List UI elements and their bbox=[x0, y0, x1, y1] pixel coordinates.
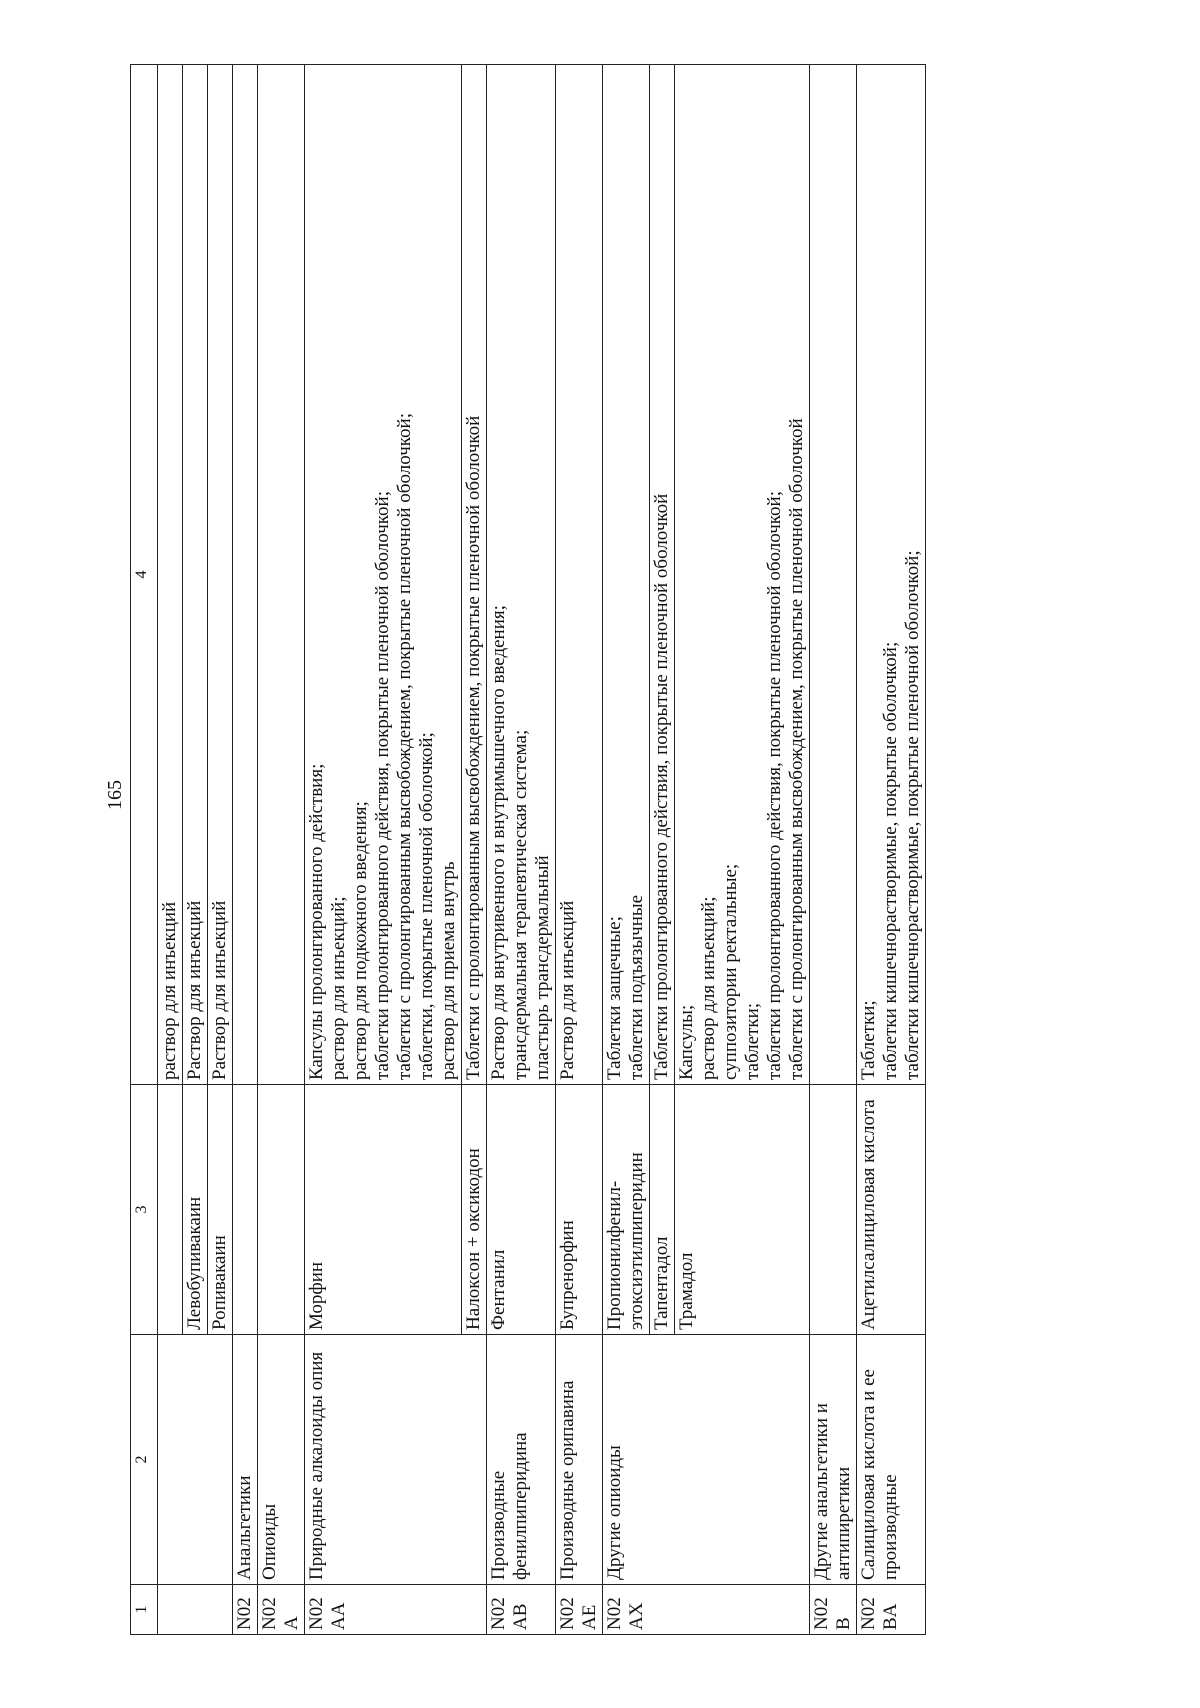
code-cell: N02 bbox=[233, 1585, 258, 1635]
header-col-2: 2 bbox=[131, 1335, 158, 1585]
form-line: Раствор для инъекций bbox=[209, 900, 230, 1080]
forms-cell bbox=[208, 65, 233, 1085]
drug-cell bbox=[158, 1085, 183, 1335]
table-row bbox=[305, 65, 462, 1635]
form-line: таблетки, покрытые пленочной оболочкой; bbox=[416, 732, 437, 1080]
drug-cell: Бупренорфин bbox=[556, 1085, 603, 1335]
drug-cell bbox=[810, 1085, 857, 1335]
drug-table bbox=[130, 64, 926, 1635]
drug-cell: Тапентадол bbox=[650, 1085, 675, 1335]
group-cell bbox=[158, 1335, 233, 1585]
form-line: Раствор для инъекций bbox=[557, 900, 578, 1080]
form-line: таблетки кишечнорастворимые, покрытые оболочкой; bbox=[880, 641, 901, 1080]
table-row bbox=[556, 65, 603, 1635]
drug-cell: Фентанил bbox=[487, 1085, 556, 1335]
forms-cell bbox=[158, 65, 183, 1085]
group-cell: Опиоиды bbox=[258, 1335, 305, 1585]
forms-cell bbox=[675, 65, 810, 1085]
form-line: таблетки с пролонгированным высвобождением, покрытые пленочной оболочкой bbox=[786, 418, 807, 1080]
table-row bbox=[258, 65, 305, 1635]
form-line: Раствор для внутривенного и внутримышечного введения; bbox=[488, 605, 509, 1080]
forms-cell bbox=[233, 65, 258, 1085]
form-line: Капсулы; bbox=[676, 1004, 697, 1080]
drug-cell bbox=[258, 1085, 305, 1335]
drug-cell: Ацетилсалициловая кислота bbox=[857, 1085, 926, 1335]
drug-cell bbox=[233, 1085, 258, 1335]
code-cell: N02AA bbox=[305, 1585, 487, 1635]
forms-cell bbox=[183, 65, 208, 1085]
rotated-table-container bbox=[130, 65, 1084, 1635]
forms-cell bbox=[258, 65, 305, 1085]
table-row bbox=[810, 65, 857, 1635]
header-col-3: 3 bbox=[131, 1085, 158, 1335]
code-cell bbox=[158, 1585, 233, 1635]
drug-cell: Ропивакаин bbox=[208, 1085, 233, 1335]
code-cell: N02B bbox=[810, 1585, 857, 1635]
drug-cell: Морфин bbox=[305, 1085, 462, 1335]
code-cell: N02AB bbox=[487, 1585, 556, 1635]
group-cell: Салициловая кислота и ее производные bbox=[857, 1335, 926, 1585]
group-cell: Другие опиоиды bbox=[603, 1335, 810, 1585]
drug-cell: Пропионилфенил-этоксиэтилпиперидин bbox=[603, 1085, 650, 1335]
code-cell: N02BA bbox=[857, 1585, 926, 1635]
table-row bbox=[603, 65, 650, 1635]
group-cell: Производные орипавина bbox=[556, 1335, 603, 1585]
code-cell: N02A bbox=[258, 1585, 305, 1635]
form-line: Таблетки с пролонгированным высвобождением, покрытые пленочной оболочкой bbox=[463, 415, 484, 1080]
group-cell: Природные алкалоиды опия bbox=[305, 1335, 487, 1585]
code-cell: N02AX bbox=[603, 1585, 810, 1635]
form-line: раствор для инъекций; bbox=[328, 896, 349, 1080]
header-row bbox=[131, 65, 158, 1635]
form-line: раствор для приема внутрь bbox=[438, 861, 459, 1080]
page-number: 165 bbox=[104, 780, 126, 810]
forms-cell bbox=[556, 65, 603, 1085]
forms-cell bbox=[857, 65, 926, 1085]
drug-cell: Левобупивакаин bbox=[183, 1085, 208, 1335]
forms-cell bbox=[603, 65, 650, 1085]
drug-cell: Трамадол bbox=[675, 1085, 810, 1335]
forms-cell bbox=[810, 65, 857, 1085]
table-row bbox=[487, 65, 556, 1635]
forms-cell bbox=[462, 65, 487, 1085]
table-row bbox=[158, 65, 183, 1635]
form-line: пластырь трансдермальный bbox=[532, 855, 553, 1080]
form-line: таблетки подъязычные bbox=[626, 894, 647, 1080]
group-cell: Анальгетики bbox=[233, 1335, 258, 1585]
forms-cell bbox=[650, 65, 675, 1085]
form-line: таблетки; bbox=[742, 1002, 763, 1080]
form-line: раствор для инъекций bbox=[159, 901, 180, 1080]
form-line: таблетки с пролонгированным высвобождением, покрытые пленочной оболочкой; bbox=[394, 413, 415, 1080]
table-row bbox=[857, 65, 926, 1635]
form-line: суппозитории ректальные; bbox=[720, 863, 741, 1080]
form-line: Таблетки; bbox=[858, 1000, 879, 1080]
form-line: таблетки пролонгированного действия, покрытые пленочной оболочкой; bbox=[372, 491, 393, 1080]
form-line: Раствор для инъекций bbox=[184, 900, 205, 1080]
form-line: раствор для подкожного введения; bbox=[350, 801, 371, 1080]
form-line: раствор для инъекций; bbox=[698, 896, 719, 1080]
form-line: таблетки кишечнорастворимые, покрытые пленочной оболочкой; bbox=[902, 550, 923, 1080]
form-line: Таблетки защечные; bbox=[604, 916, 625, 1080]
code-cell: N02AE bbox=[556, 1585, 603, 1635]
form-line: Таблетки пролонгированного действия, покрытые пленочной оболочкой bbox=[651, 493, 672, 1080]
forms-cell bbox=[305, 65, 462, 1085]
header-col-4: 4 bbox=[131, 65, 158, 1085]
form-line: таблетки пролонгированного действия, покрытые пленочной оболочкой; bbox=[764, 491, 785, 1080]
form-line: Капсулы пролонгированного действия; bbox=[306, 763, 327, 1080]
table-row bbox=[233, 65, 258, 1635]
form-line: трансдермальная терапевтическая система; bbox=[510, 729, 531, 1080]
drug-cell: Налоксон + оксикодон bbox=[462, 1085, 487, 1335]
group-cell: Производные фенилпиперидина bbox=[487, 1335, 556, 1585]
header-col-1: 1 bbox=[131, 1585, 158, 1635]
forms-cell bbox=[487, 65, 556, 1085]
group-cell: Другие анальгетики и антипиретики bbox=[810, 1335, 857, 1585]
